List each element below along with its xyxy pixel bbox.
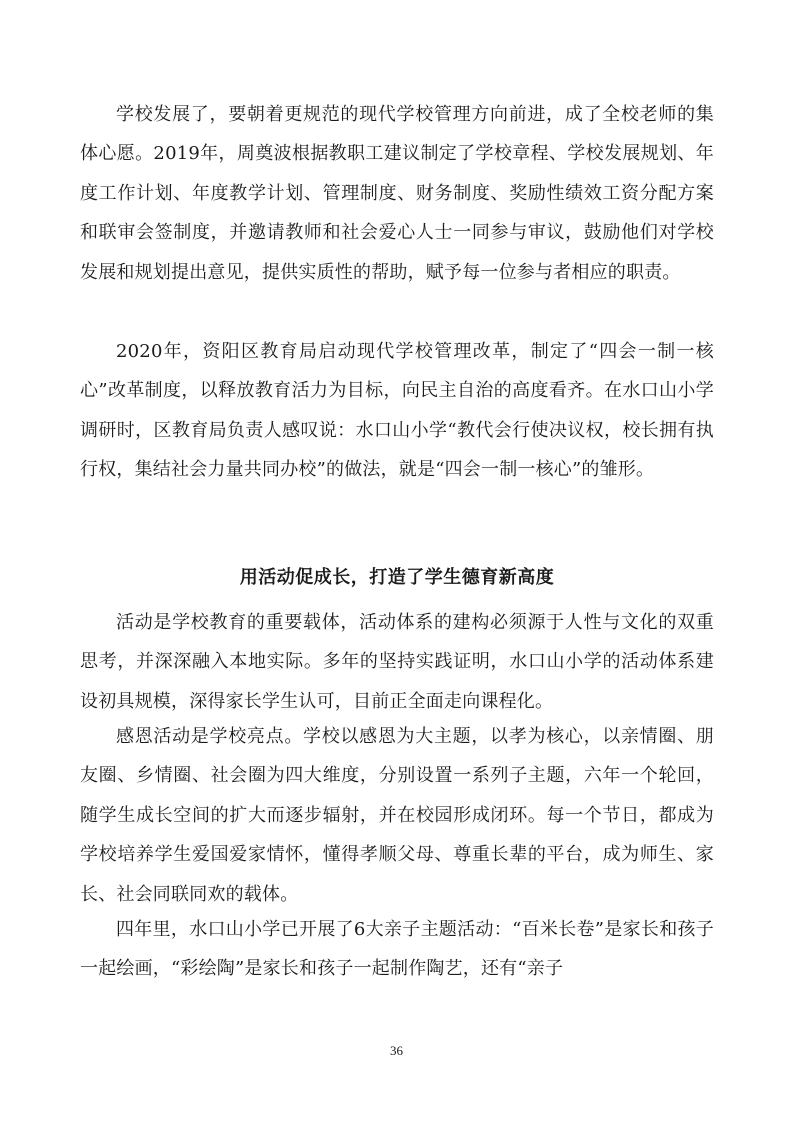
section-heading: 用活动促成长，打造了学生德育新高度 (239, 567, 555, 588)
body-paragraph: 感恩活动是学校亮点。学校以感恩为大主题，以孝为核心，以亲情圈、朋友圈、乡情圈、社会圈为四大维度，分别设置一系列子主题，六年一个轮回，随学生成长空间的扩大而逐步辐射，并在校园形成闭环。每一个节日，都成为学校培养学生爱国爱家情怀，懂得孝顺父母、尊重长辈的平台，成为师生、家长、社会同联同欢的载体。 (80, 726, 714, 905)
body-paragraph: 学校发展了，要朝着更规范的现代学校管理方向前进，成了全校老师的集体心愿。2019年，周奠波根据教职工建议制定了学校章程、学校发展规划、年度工作计划、年度教学计划、管理制度、财务制度、奖励性绩效工资分配方案和联审会签制度，并邀请教师和社会爱心人士一同参与审议，鼓励他们对学校发展和规划提出意见，提供实质性的帮助，赋予每一位参与者相应的职责。 (80, 104, 714, 283)
body-paragraph: 活动是学校教育的重要载体，活动体系的建构必须源于人性与文化的双重思考，并深深融入本地实际。多年的坚持实践证明，水口山小学的活动体系建设初具规模，深得家长学生认可，目前正全面走向课程化。 (80, 612, 714, 712)
body-paragraph: 四年里，水口山小学已开展了6大亲子主题活动：“百米长卷”是家长和孩子一起绘画，“彩绘陶”是家长和孩子一起制作陶艺，还有“亲子 (80, 919, 714, 980)
page-number: 36 (390, 1043, 403, 1058)
body-paragraph: 2020年，资阳区教育局启动现代学校管理改革，制定了“四会一制一核心”改革制度，以释放教育活力为目标，向民主自治的高度看齐。在水口山小学调研时，区教育局负责人感叹说：水口山小学“教代会行使决议权，校长拥有执行权，集结社会力量共同办校”的做法，就是“四会一制一核心”的雏形。 (80, 341, 714, 481)
